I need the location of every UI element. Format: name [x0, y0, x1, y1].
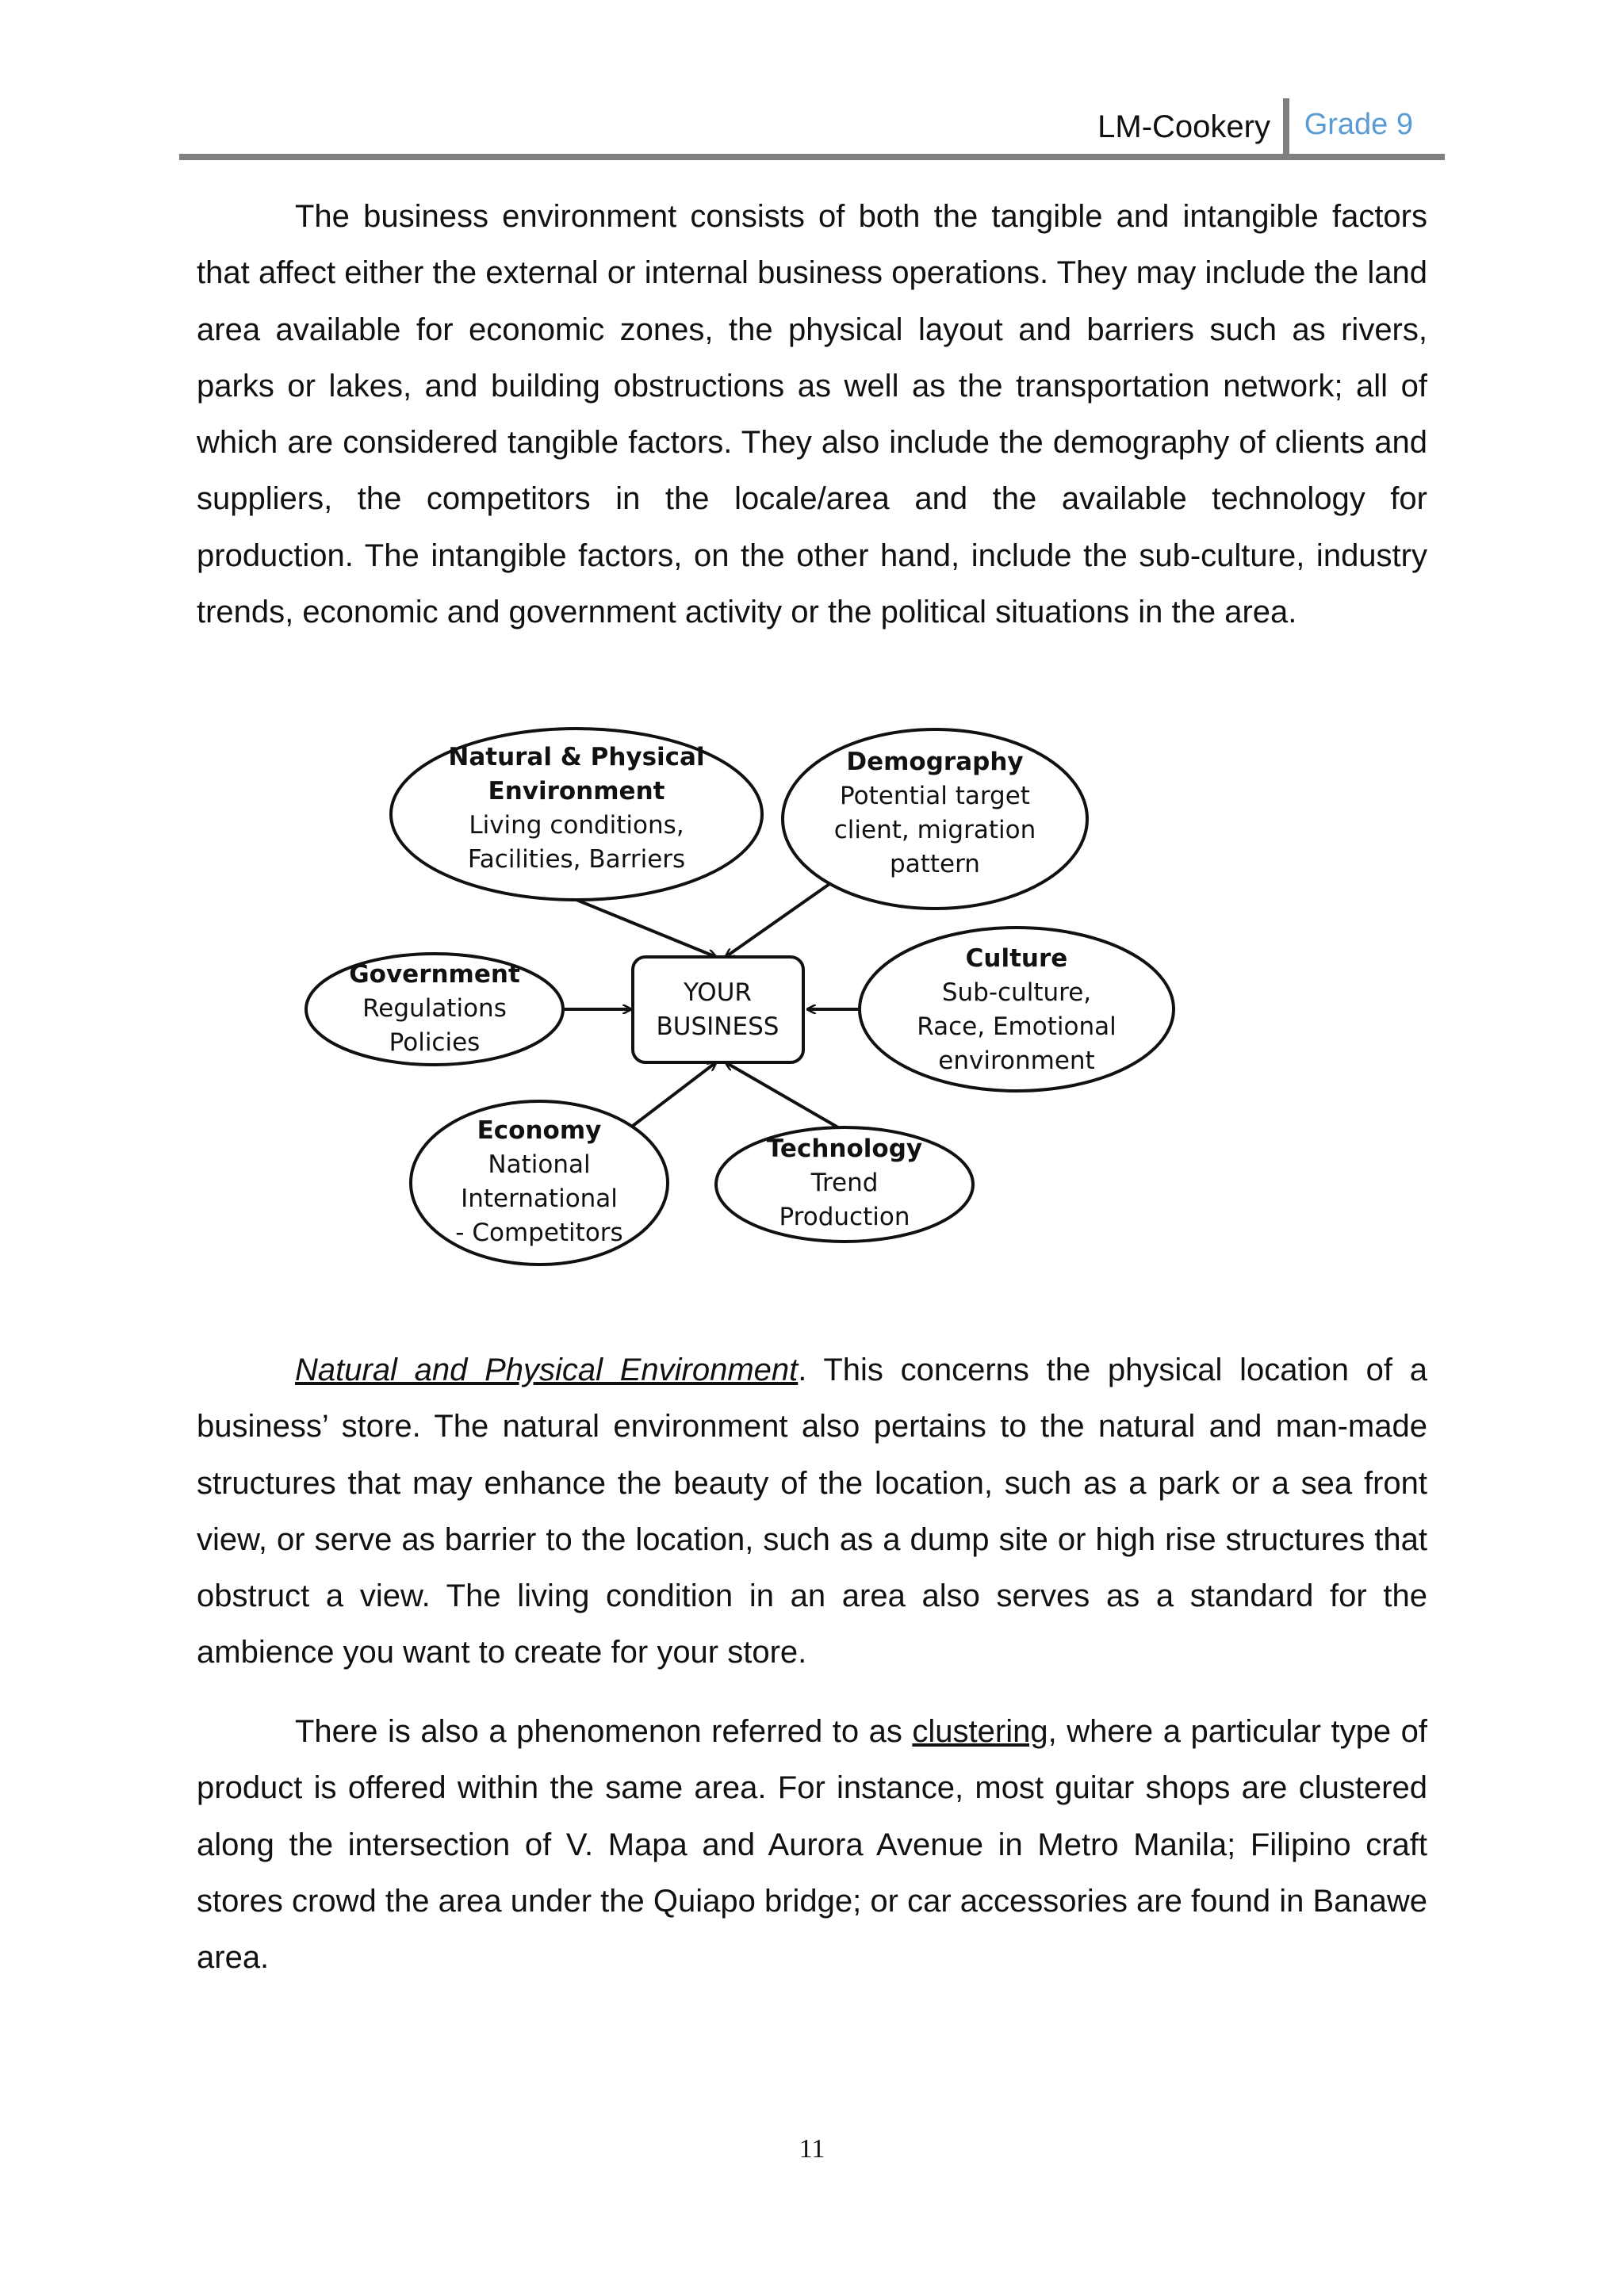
government-title: Government [349, 960, 520, 989]
government-line-2: Policies [389, 1028, 481, 1057]
natural-environment-text: . This concerns the physical location of a business’ store. The natural environment also pertains to the natural and man-made structures that may enhance the beauty of the location, such as a park or a sea front view, or serve as barrier to the location, such as a dump site or high rise structures that obstruct a view. The living condition in an area also serves as a standard for the ambience you want to create for your store. [197, 1353, 1427, 1670]
arrow-demography [726, 884, 829, 957]
clustering-text-after: , where a particular type of product is offered within the same area. For instance, most guitar shops are clustered along the intersection of V. Mapa and Aurora Avenue in Metro Manila; Filipino craft stores crowd the area under the Quiapo bridge; or car accessories are found in Banawe area. [197, 1714, 1427, 1976]
technology-title: Technology [766, 1135, 923, 1163]
center-line-2: BUSINESS [656, 1012, 779, 1041]
culture-line-1: Sub-culture, [941, 978, 1092, 1007]
natural-environment-paragraph [197, 1342, 1427, 1682]
arrow-economy [633, 1062, 716, 1126]
clustering-text-before: There is also a phenomenon referred to as [295, 1714, 913, 1749]
economy-line-3: - Competitors [455, 1219, 623, 1247]
technology-line-1: Trend [810, 1169, 879, 1197]
natural-line-1: Living conditions, [469, 811, 684, 840]
business-environment-diagram [293, 718, 1213, 1272]
economy-title: Economy [477, 1116, 602, 1145]
natural-line-2: Facilities, Barriers [467, 845, 686, 874]
technology-line-2: Production [779, 1203, 910, 1231]
economy-line-1: National [488, 1150, 591, 1179]
arrow-natural [576, 900, 716, 957]
intro-paragraph: The business environment consists of both the tangible and intangible factors that affect either the external or internal business operations. They may include the land area available for economic zones, the physical layout and barriers such as rivers, parks or lakes, and building obstructions as well as the transportation network; all of which are considered tangible factors. They also include the demography of clients and suppliers, the competitors in the locale/area and the available technology for production. The intangible factors, on the other hand, include the sub-culture, industry trends, economic and government activity or the political situations in the area. [197, 199, 1427, 630]
your-business-box [633, 957, 803, 1062]
center-line-1: YOUR [684, 978, 752, 1007]
government-line-1: Regulations [362, 994, 507, 1023]
culture-line-3: environment [938, 1047, 1095, 1075]
header-title: LM-Cookery [1097, 109, 1270, 144]
natural-title-2: Environment [488, 777, 665, 806]
header-grade: Grade 9 [1304, 108, 1413, 141]
culture-title: Culture [965, 944, 1068, 973]
page-number: 11 [799, 2134, 825, 2164]
culture-line-2: Race, Emotional [917, 1012, 1116, 1041]
demography-line-3: pattern [890, 850, 980, 878]
natural-title-1: Natural & Physical [448, 743, 705, 771]
clustering-term: clustering [912, 1714, 1048, 1749]
economy-line-2: International [461, 1184, 618, 1213]
natural-environment-term: Natural and Physical Environment [295, 1353, 799, 1387]
page-header [179, 95, 1445, 160]
demography-line-2: client, migration [833, 816, 1036, 844]
header-separator [1283, 98, 1289, 157]
clustering-paragraph [197, 1704, 1427, 1986]
demography-title: Demography [846, 748, 1024, 776]
header-rule [179, 154, 1445, 160]
arrow-technology [726, 1062, 842, 1130]
demography-line-1: Potential target [840, 782, 1030, 810]
